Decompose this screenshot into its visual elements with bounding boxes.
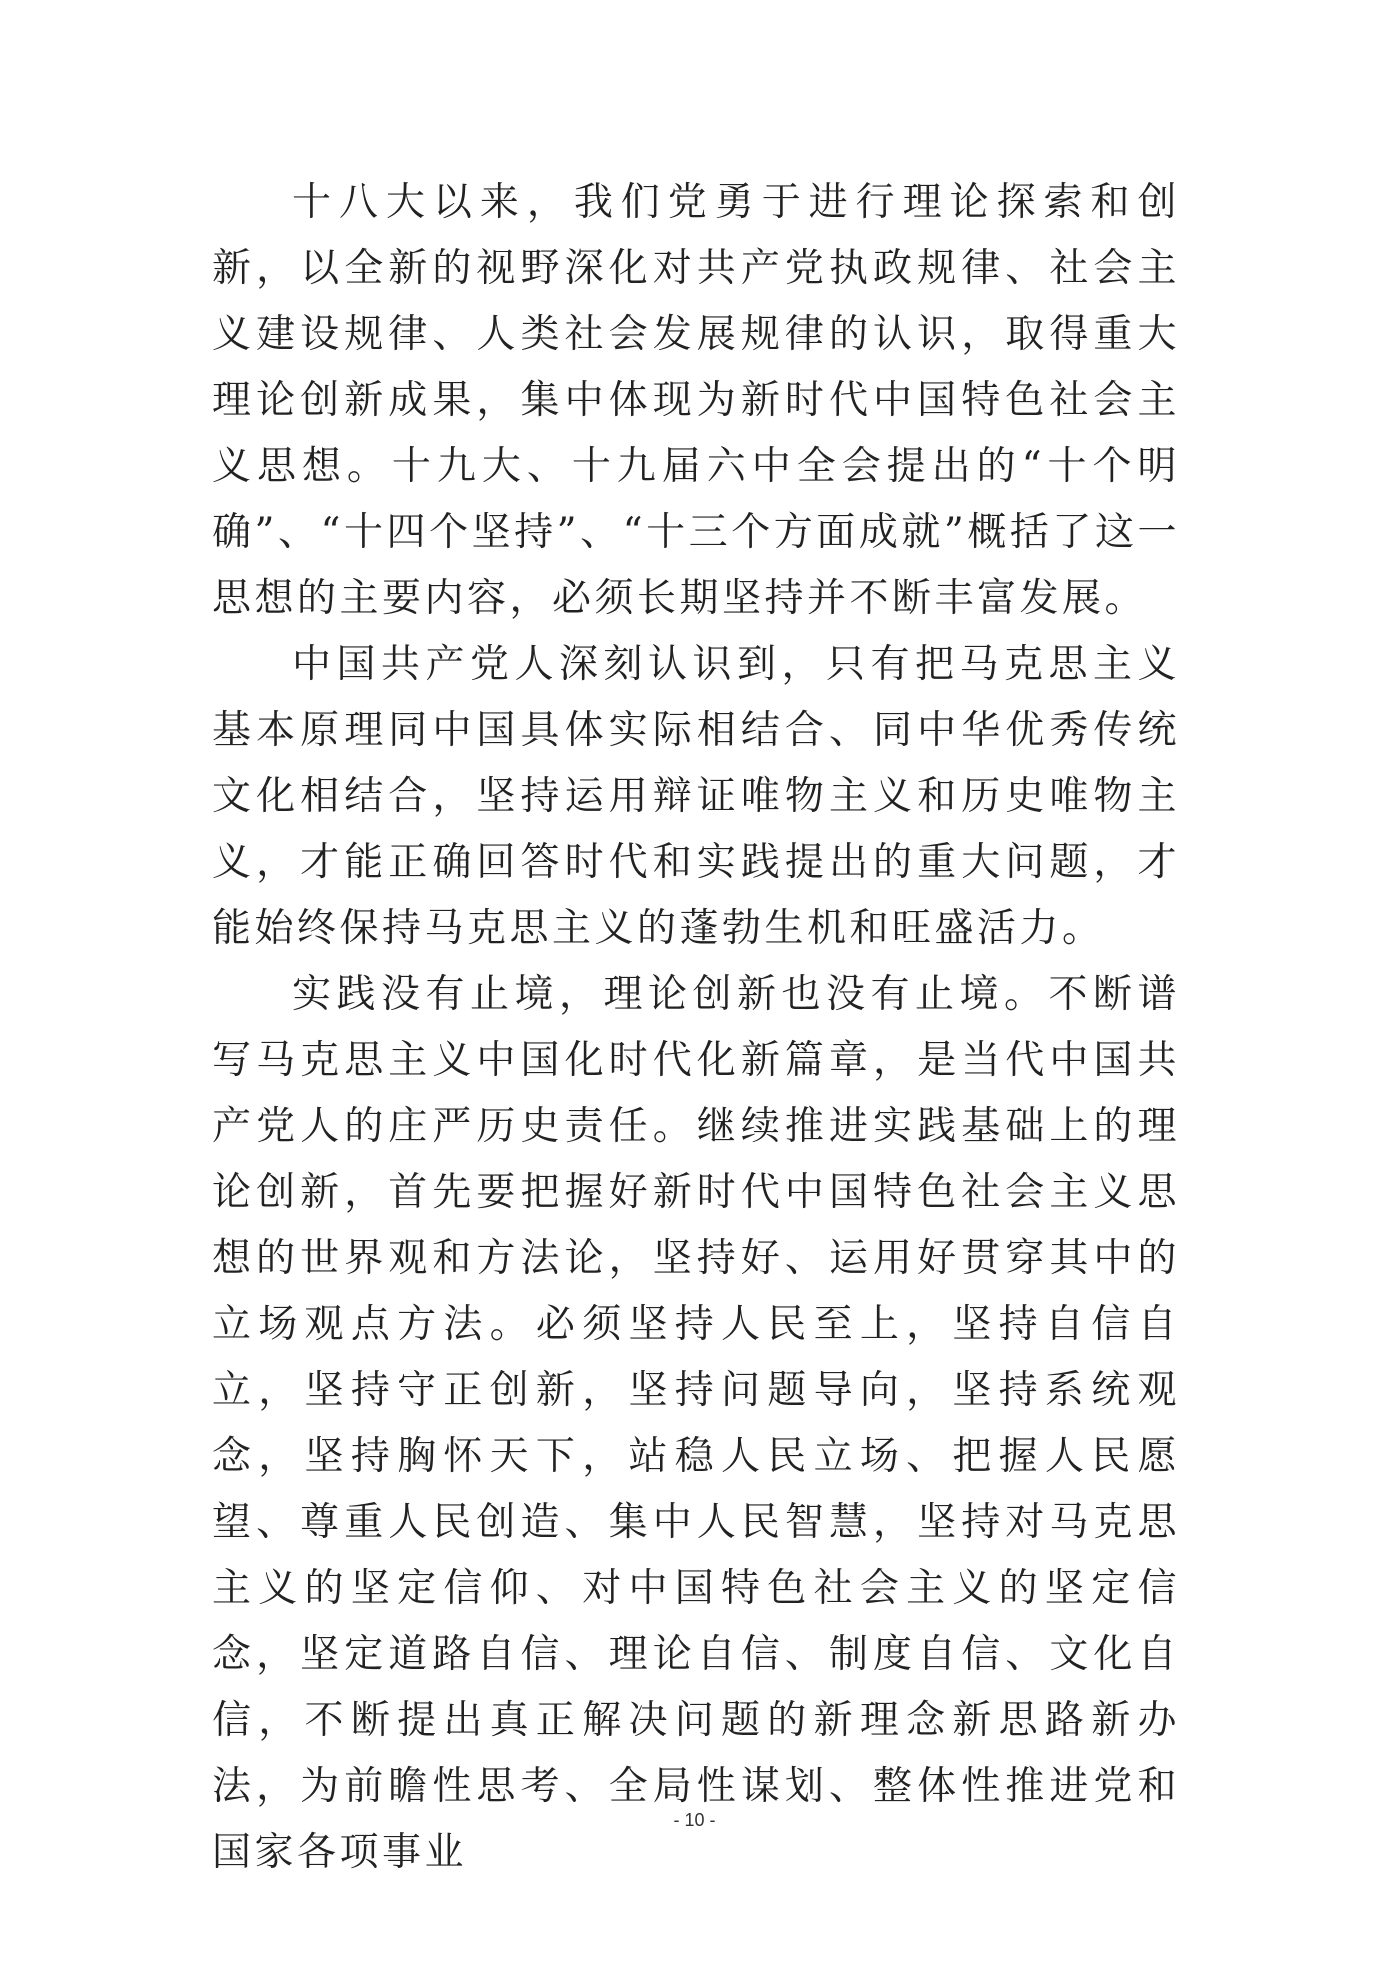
paragraph-1: 十八大以来，我们党勇于进行理论探索和创新，以全新的视野深化对共产党执政规律、社会主义建设规律、人类社会发展规律的认识，取得重大理论创新成果，集中体现为新时代中国特色社会主义思想。十九大、十九届六中全会提出的“十个明确”、“十四个坚持”、“十三个方面成就”概括了这一思想的主要内容，必须长期坚持并不断丰富发展。 [212, 180, 1180, 621]
body-text [212, 170, 1180, 1886]
page-number: - 10 - [673, 1810, 716, 1830]
paragraph-2: 中国共产党人深刻认识到，只有把马克思主义基本原理同中国具体实际相结合、同中华优秀传统文化相结合，坚持运用辩证唯物主义和历史唯物主义，才能正确回答时代和实践提出的重大问题，才能始终保持马克思主义的蓬勃生机和旺盛活力。 [212, 642, 1180, 951]
paragraph-3: 实践没有止境，理论创新也没有止境。不断谱写马克思主义中国化时代化新篇章，是当代中国共产党人的庄严历史责任。继续推进实践基础上的理论创新，首先要把握好新时代中国特色社会主义思想的世界观和方法论，坚持好、运用好贯穿其中的立场观点方法。必须坚持人民至上，坚持自信自立，坚持守正创新，坚持问题导向，坚持系统观念，坚持胸怀天下，站稳人民立场、把握人民愿望、尊重人民创造、集中人民智慧，坚持对马克思主义的坚定信仰、对中国特色社会主义的坚定信念，坚定道路自信、理论自信、制度自信、文化自信，不断提出真正解决问题的新理念新思路新办法，为前瞻性思考、全局性谋划、整体性推进党和国家各项事业 [212, 972, 1180, 1875]
